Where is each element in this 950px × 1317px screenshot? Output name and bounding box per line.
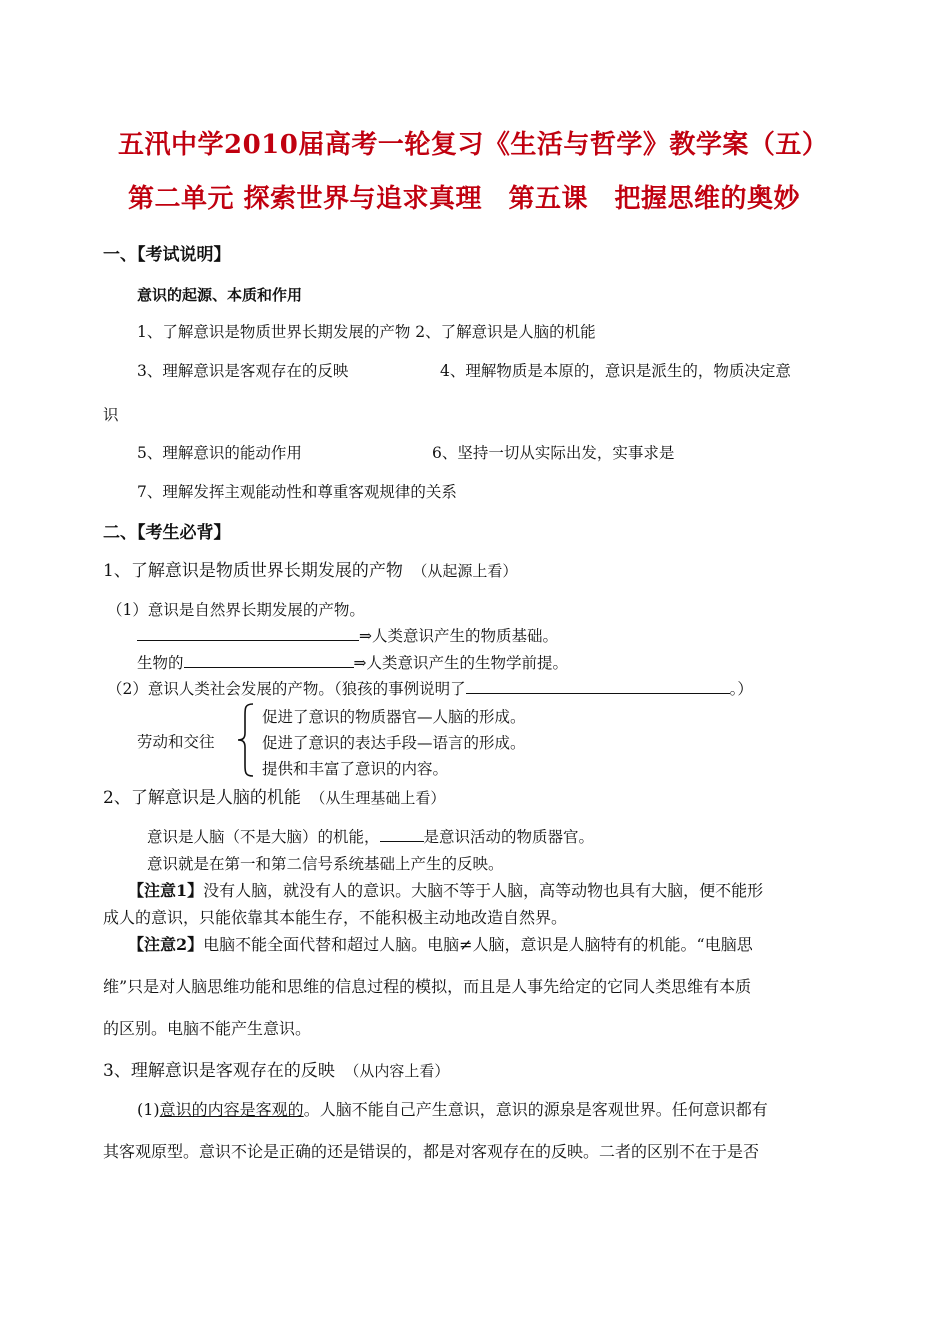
exam-item-7: 7、理解发挥主观能动性和尊重客观规律的关系 xyxy=(137,483,457,501)
point-2-line-1: 意识是人脑（不是大脑）的机能， 是意识活动的物质器官。 xyxy=(147,825,594,847)
point-2-line-2: 意识就是在第一和第二信号系统基础上产生的反映。 xyxy=(147,855,504,873)
note-2-line-1: 【注意2】电脑不能全面代替和超过人脑。电脑≠人脑，意识是人脑特有的机能。“电脑思 xyxy=(128,935,753,954)
exam-item-6: 6、坚持一切从实际出发，实事求是 xyxy=(432,444,675,462)
point-3-line-2: 其客观原型。意识不论是正确的还是错误的，都是对客观存在的反映。二者的区别不在于是否 xyxy=(103,1142,760,1161)
point-2-title: 2、了解意识是人脑的机能 （从生理基础上看） xyxy=(103,788,446,808)
note-2-line-3: 的区别。电脑不能产生意识。 xyxy=(103,1019,312,1038)
point-3-title: 3、理解意识是客观存在的反映 （从内容上看） xyxy=(103,1061,450,1081)
section-1-subheading: 意识的起源、本质和作用 xyxy=(137,286,303,304)
exam-item-4-cont: 识 xyxy=(103,406,119,424)
section-1-heading: 一、【考试说明】 xyxy=(103,245,231,265)
labor-label: 劳动和交往 xyxy=(137,733,215,751)
fill-blank[interactable] xyxy=(380,826,424,843)
note-2-line-2: 维”只是对人脑思维功能和思维的信息过程的模拟，而且是人事先给定的它同人类思维有本质 xyxy=(103,977,752,996)
labor-item-3: 提供和丰富了意识的内容。 xyxy=(262,760,449,778)
point-1-line-4: （2）意识人类社会发展的产物。（狼孩的事例说明了 。） xyxy=(107,677,753,699)
curly-brace-icon xyxy=(236,703,256,777)
labor-item-1: 促进了意识的物质器官—人脑的形成。 xyxy=(262,708,526,726)
point-1-line-2: ⇒人类意识产生的物质基础。 xyxy=(137,624,558,646)
exam-item-1-2: 1、了解意识是物质世界长期发展的产物 2、了解意识是人脑的机能 xyxy=(137,323,596,341)
point-1-title: 1、了解意识是物质世界长期发展的产物 （从起源上看） xyxy=(103,561,518,581)
point-1-line-3: 生物的 ⇒人类意识产生的生物学前提。 xyxy=(137,651,568,673)
point-1-line-1: （1）意识是自然界长期发展的产物。 xyxy=(107,601,365,619)
fill-blank[interactable] xyxy=(137,625,359,642)
exam-item-4: 4、理解物质是本原的，意识是派生的，物质决定意 xyxy=(440,362,791,380)
fill-blank[interactable] xyxy=(466,678,730,695)
section-2-heading: 二、【考生必背】 xyxy=(103,523,231,543)
note-1-line-2: 成人的意识，只能依靠其本能生存，不能积极主动地改造自然界。 xyxy=(103,908,568,927)
exam-item-3: 3、理解意识是客观存在的反映 xyxy=(137,362,349,380)
exam-item-5: 5、理解意识的能动作用 xyxy=(137,444,302,462)
underlined-phrase: 意识的内容是客观的 xyxy=(159,1100,304,1119)
labor-item-2: 促进了意识的表达手段—语言的形成。 xyxy=(262,734,526,752)
title-line-1: 五汛中学2010届高考一轮复习《生活与哲学》教学案（五） xyxy=(118,130,829,160)
point-3-line-1: (1)意识的内容是客观的。人脑不能自己产生意识，意识的源泉是客观世界。任何意识都有 xyxy=(137,1100,768,1119)
note-1-line-1: 【注意1】没有人脑，就没有人的意识。大脑不等于人脑，高等动物也具有大脑，便不能形 xyxy=(128,881,764,900)
fill-blank[interactable] xyxy=(184,652,354,669)
title-line-2: 第二单元 探索世界与追求真理 第五课 把握思维的奥妙 xyxy=(128,184,801,214)
